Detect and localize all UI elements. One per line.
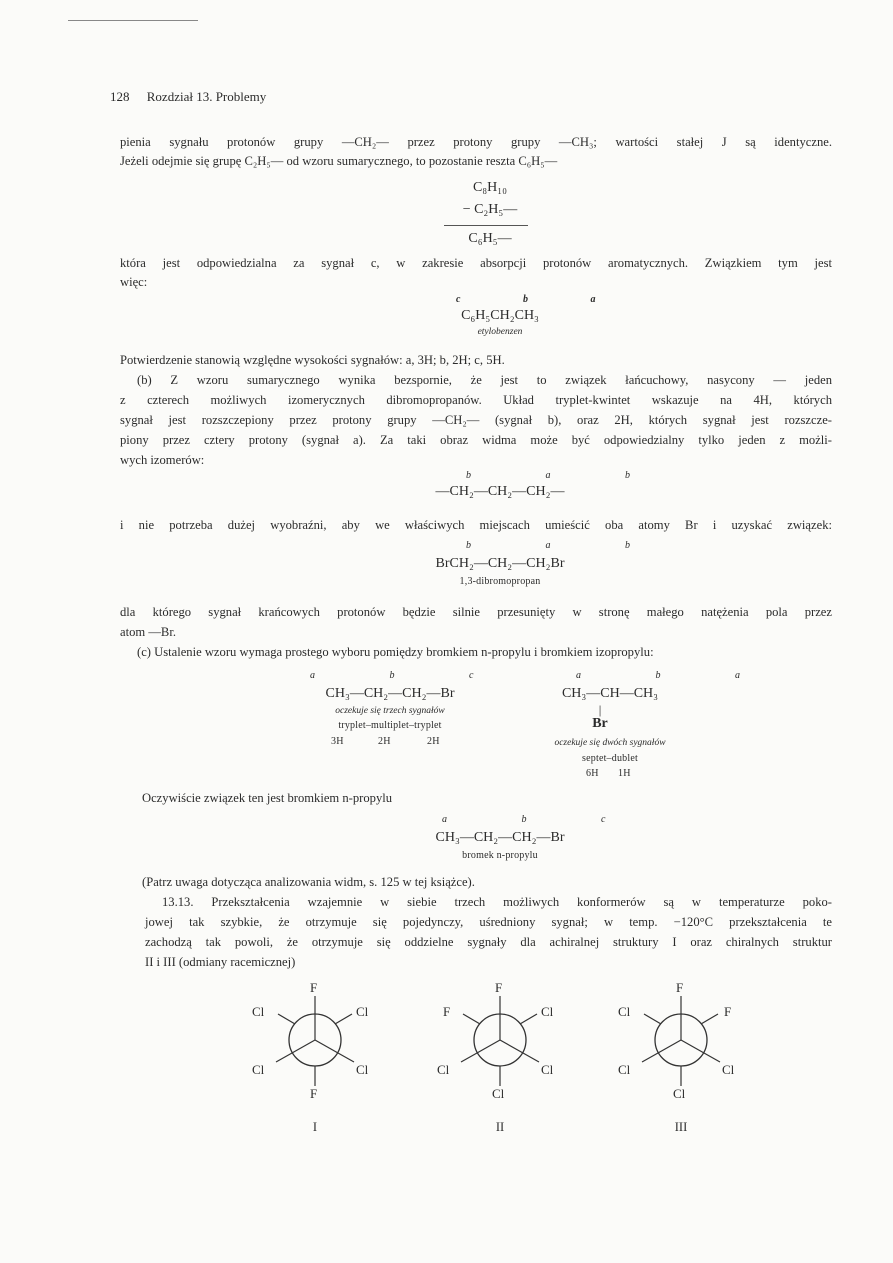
top-rule bbox=[68, 20, 198, 21]
atom-label: F bbox=[676, 980, 684, 995]
npropyl-formula: CH₃—CH₂—CH₂—Br bbox=[325, 686, 455, 701]
integration-1h: 1H bbox=[618, 768, 631, 779]
subtraction-minuend: C₈H₁₀ bbox=[472, 180, 508, 195]
conformer-label: I bbox=[312, 1120, 318, 1134]
isopropyl-formula: CH₃—CH—CH₃ bbox=[561, 686, 659, 701]
paragraph-line: zachodzą tak powoli, że otrzymuje się oddzielne sygnały dla achiralnej struktury I oraz chiralnych struktur bbox=[145, 935, 832, 949]
atom-label: Cl bbox=[618, 1062, 631, 1077]
chain-formula: —CH₂—CH₂—CH₂— bbox=[435, 484, 565, 499]
running-header bbox=[110, 89, 266, 105]
atom-label: Cl bbox=[673, 1086, 686, 1101]
paragraph-line: atom —Br. bbox=[120, 625, 176, 639]
paragraph-line: piony przez cztery protony (sygnał a). Za taki obraz widma może być odpowiedzialny tylko jeden z możli- bbox=[120, 433, 832, 447]
compound-name: etylobenzen bbox=[477, 327, 523, 337]
integration-3h: 3H bbox=[331, 736, 344, 747]
atom-label: Cl bbox=[541, 1004, 554, 1019]
signal-labels: b a b bbox=[466, 540, 666, 551]
paragraph-line: Oczywiście związek ten jest bromkiem n-propylu bbox=[142, 791, 393, 805]
newman-projection-II bbox=[425, 980, 575, 1134]
ethylbenzene-formula: C₆H₅CH₂CH₃ bbox=[461, 308, 539, 323]
paragraph-line: i nie potrzeba dużej wyobraźni, aby we właściwych miejscach umieścić oba atomy Br i uzyskać związek: bbox=[120, 518, 832, 532]
paragraph-line: Jeżeli odejmie się grupę C₂H₅— od wzoru sumarycznego, to pozostanie reszta C₆H₅— bbox=[120, 154, 558, 168]
conformer-label: III bbox=[674, 1120, 688, 1134]
paragraph-line: 13.13. Przekształcenia wzajemnie w siebie trzech możliwych konformerów są w temperaturze poko- bbox=[162, 895, 832, 909]
atom-label: Cl bbox=[356, 1062, 369, 1077]
atom-label: Cl bbox=[722, 1062, 735, 1077]
paragraph-line: (Patrz uwaga dotycząca analizowania widm, s. 125 w tej książce). bbox=[142, 875, 475, 889]
atom-label: Cl bbox=[252, 1004, 265, 1019]
multiplicity-pattern: septet–dublet bbox=[582, 753, 638, 764]
atom-label: F bbox=[310, 1086, 318, 1101]
newman-projection-I bbox=[240, 980, 390, 1134]
page-number: 128 bbox=[110, 89, 130, 104]
expectation-note: oczekuje się trzech sygnałów bbox=[335, 706, 445, 716]
signal-labels: a b c bbox=[442, 814, 642, 825]
paragraph-line: pienia sygnału protonów grupy —CH₂— przez protony grupy —CH₃; wartości stałej J są identyczne. bbox=[120, 135, 832, 149]
expectation-note: oczekuje się dwóch sygnałów bbox=[554, 738, 666, 748]
paragraph-line: (c) Ustalenie wzoru wymaga prostego wyboru pomiędzy bromkiem n-propylu i bromkiem izopropylu: bbox=[137, 645, 654, 659]
paragraph-line: (b) Z wzoru sumarycznego wynika bezspornie, że jest to związek łańcuchowy, nasycony — jeden bbox=[137, 373, 832, 387]
subtraction-subtrahend: − C₂H₅— bbox=[462, 202, 518, 217]
integration-2h: 2H bbox=[427, 736, 440, 747]
bond-line: | bbox=[598, 702, 602, 717]
npropyl-final-formula: CH₃—CH₂—CH₂—Br bbox=[435, 830, 565, 845]
compound-name: 1,3-dibromopropan bbox=[459, 576, 541, 587]
compound-name: bromek n-propylu bbox=[462, 850, 538, 861]
paragraph-line: II i III (odmiany racemicznej) bbox=[145, 955, 296, 969]
atom-label: F bbox=[310, 980, 318, 995]
paragraph-line: więc: bbox=[120, 275, 148, 289]
paragraph-line: dla którego sygnał krańcowych protonów będzie silnie przesunięty w stronę małego natężenia pola przez bbox=[120, 605, 832, 619]
atom-label: F bbox=[724, 1004, 732, 1019]
bromine-atom: Br bbox=[592, 716, 608, 731]
newman-projection-III bbox=[606, 980, 756, 1134]
paragraph-line: sygnał jest rozszczepiony przez protony grupy —CH₂— (sygnał b), oraz 2H, których sygnał jest rozszcze- bbox=[120, 413, 832, 427]
subtraction-result: C₆H₅— bbox=[468, 231, 512, 246]
paragraph-line: która jest odpowiedzialna za sygnał c, w zakresie absorpcji protonów aromatycznych. Związkiem tym jest bbox=[120, 256, 832, 270]
paragraph-line: wych izomerów: bbox=[120, 453, 205, 467]
signal-labels: b a b bbox=[466, 470, 666, 481]
chapter-title: Rozdział 13. Problemy bbox=[146, 89, 267, 104]
atom-label: Cl bbox=[541, 1062, 554, 1077]
paragraph-line: jowej tak szybkie, że otrzymuje się pojedynczy, uśredniony sygnał; w temp. −120°C przekształcenia te bbox=[145, 915, 832, 929]
dibromo-formula: BrCH₂—CH₂—CH₂Br bbox=[435, 556, 565, 571]
atom-label: F bbox=[495, 980, 503, 995]
atom-label: Cl bbox=[356, 1004, 369, 1019]
integration-2h: 2H bbox=[378, 736, 391, 747]
subtraction-line bbox=[444, 225, 528, 226]
atom-label: Cl bbox=[437, 1062, 450, 1077]
atom-label: F bbox=[443, 1004, 451, 1019]
integration-6h: 6H bbox=[586, 768, 599, 779]
atom-label: Cl bbox=[252, 1062, 265, 1077]
paragraph-line: Potwierdzenie stanowią względne wysokości sygnałów: a, 3H; b, 2H; c, 5H. bbox=[120, 353, 505, 367]
signal-labels: c b a bbox=[456, 294, 626, 305]
paragraph-line: z czterech możliwych izomerycznych dibromopropanów. Układ tryplet-kwintet wskazuje na 4H, których bbox=[120, 393, 832, 407]
signal-labels: a b a bbox=[576, 670, 776, 681]
signal-labels: a b c bbox=[310, 670, 510, 681]
atom-label: Cl bbox=[492, 1086, 505, 1101]
multiplicity-pattern: tryplet–multiplet–tryplet bbox=[338, 720, 442, 731]
conformer-label: II bbox=[495, 1120, 505, 1134]
atom-label: Cl bbox=[618, 1004, 631, 1019]
